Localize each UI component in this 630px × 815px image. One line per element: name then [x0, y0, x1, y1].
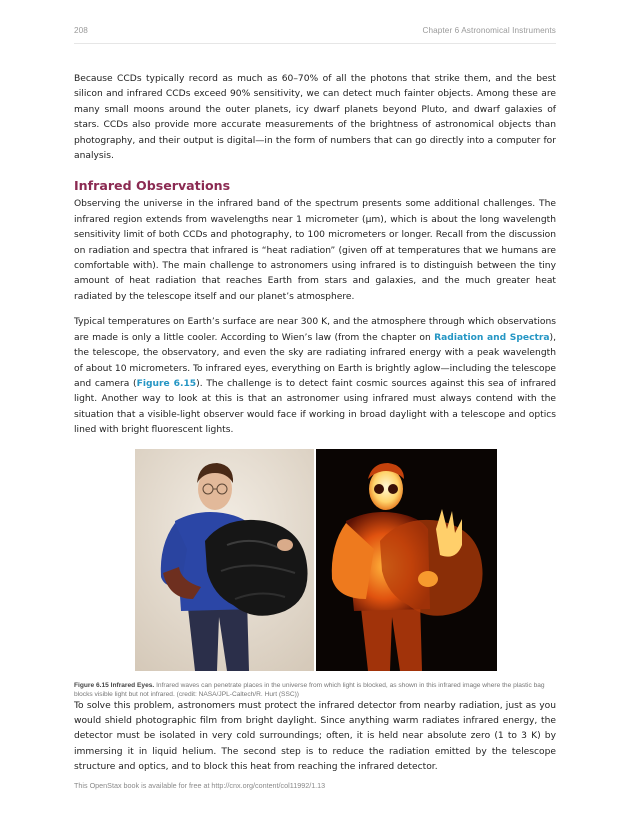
figure-caption — [74, 681, 556, 699]
visible-light-photo — [135, 449, 314, 671]
page-content — [74, 72, 556, 786]
text-span: ). The challenge is to detect faint cosmic sources against this sea of infrared light. Another way to look at this is that an astronomer using infrared must always contend with the situation that a visible-light observer would face if working in broad daylight with a telescope and optics lined with bright fluorescent lights. — [74, 378, 557, 436]
infrared-illustration — [316, 449, 497, 671]
link-radiation-and-spectra[interactable]: Radiation and Spectra — [434, 332, 550, 343]
visible-light-illustration — [135, 449, 314, 671]
paragraph-earth-temperature — [74, 315, 556, 438]
figure-label: Figure 6.15 Infrared Eyes. — [74, 681, 155, 689]
header-rule — [74, 43, 556, 44]
link-figure-6-15[interactable]: Figure 6.15 — [136, 378, 197, 389]
running-head — [74, 26, 556, 38]
text-span: Typical temperatures on Earth’s surface are near 300 K, and the atmosphere through which observations are made is only a little cooler. According to Wien’s law (from the chapter on — [74, 317, 556, 343]
figure-caption-text: Infrared waves can penetrate places in the universe from which light is blocked, as shown in this infrared image where the plastic bag blocks visible light but not infrared. (credit: NASA/JPL-Caltech/R. Hurt (SSC)) — [74, 681, 545, 698]
paragraph-infrared-challenges: Observing the universe in the infrared band of the spectrum presents some additional challenges. The infrared region extends from wavelengths near 1 micrometer (µm), which is about the long wavelength sensitivity limit of both CCDs and photography, to 100 micrometers or longer. Recall from the discussion on radiation and spectra that infrared is “heat radiation” (given off at temperatures that we humans are comfortable with). The main challenge to astronomers using infrared is to distinguish between the tiny amount of heat radiation that reaches Earth from stars and galaxies, and the much greater heat radiated by the telescope itself and our planet’s atmosphere. — [74, 199, 556, 302]
paragraph-ccd-sensitivity: Because CCDs typically record as much as 60–70% of all the photons that strike them, and the best silicon and infrared CCDs exceed 90% sensitivity, we can detect much fainter objects. Among these are many small moons around the outer planets, icy dwarf planets beyond Pluto, and dwarf galaxies of stars. CCDs also provide more accurate measurements of the brightness of astronomical objects than photography, and their output is digital—in the form of numbers that can go directly into a computer for analysis. — [74, 74, 556, 162]
infrared-photo — [316, 449, 497, 671]
page-footer: This OpenStax book is available for free at http://cnx.org/content/col11992/1.13 — [74, 781, 326, 790]
figure-images — [135, 449, 497, 671]
section-heading-infrared: Infrared Observations — [74, 178, 231, 194]
paragraph-solving-problem: To solve this problem, astronomers must protect the infrared detector from nearby radiation, just as you would shield photographic film from bright daylight. Since anything warm radiates infrared energy, the detector must be isolated in very cold surroundings; often, it is held near absolute zero (1 to 3 K) by immersing it in liquid helium. The second step is to reduce the radiation emitted by the telescope structure and optics, and to block this heat from reaching the infrared detector. — [74, 700, 556, 773]
page-number: 208 — [74, 26, 88, 35]
text-span: ), the telescope, the observatory, and even the sky are radiating infrared energy with a peak wavelength of about 10 micrometers. To infrared eyes, everything on Earth is brightly aglow—including the telescope and camera ( — [74, 332, 557, 389]
chapter-title: Chapter 6 Astronomical Instruments — [422, 26, 556, 35]
figure-infrared-eyes — [74, 449, 556, 699]
